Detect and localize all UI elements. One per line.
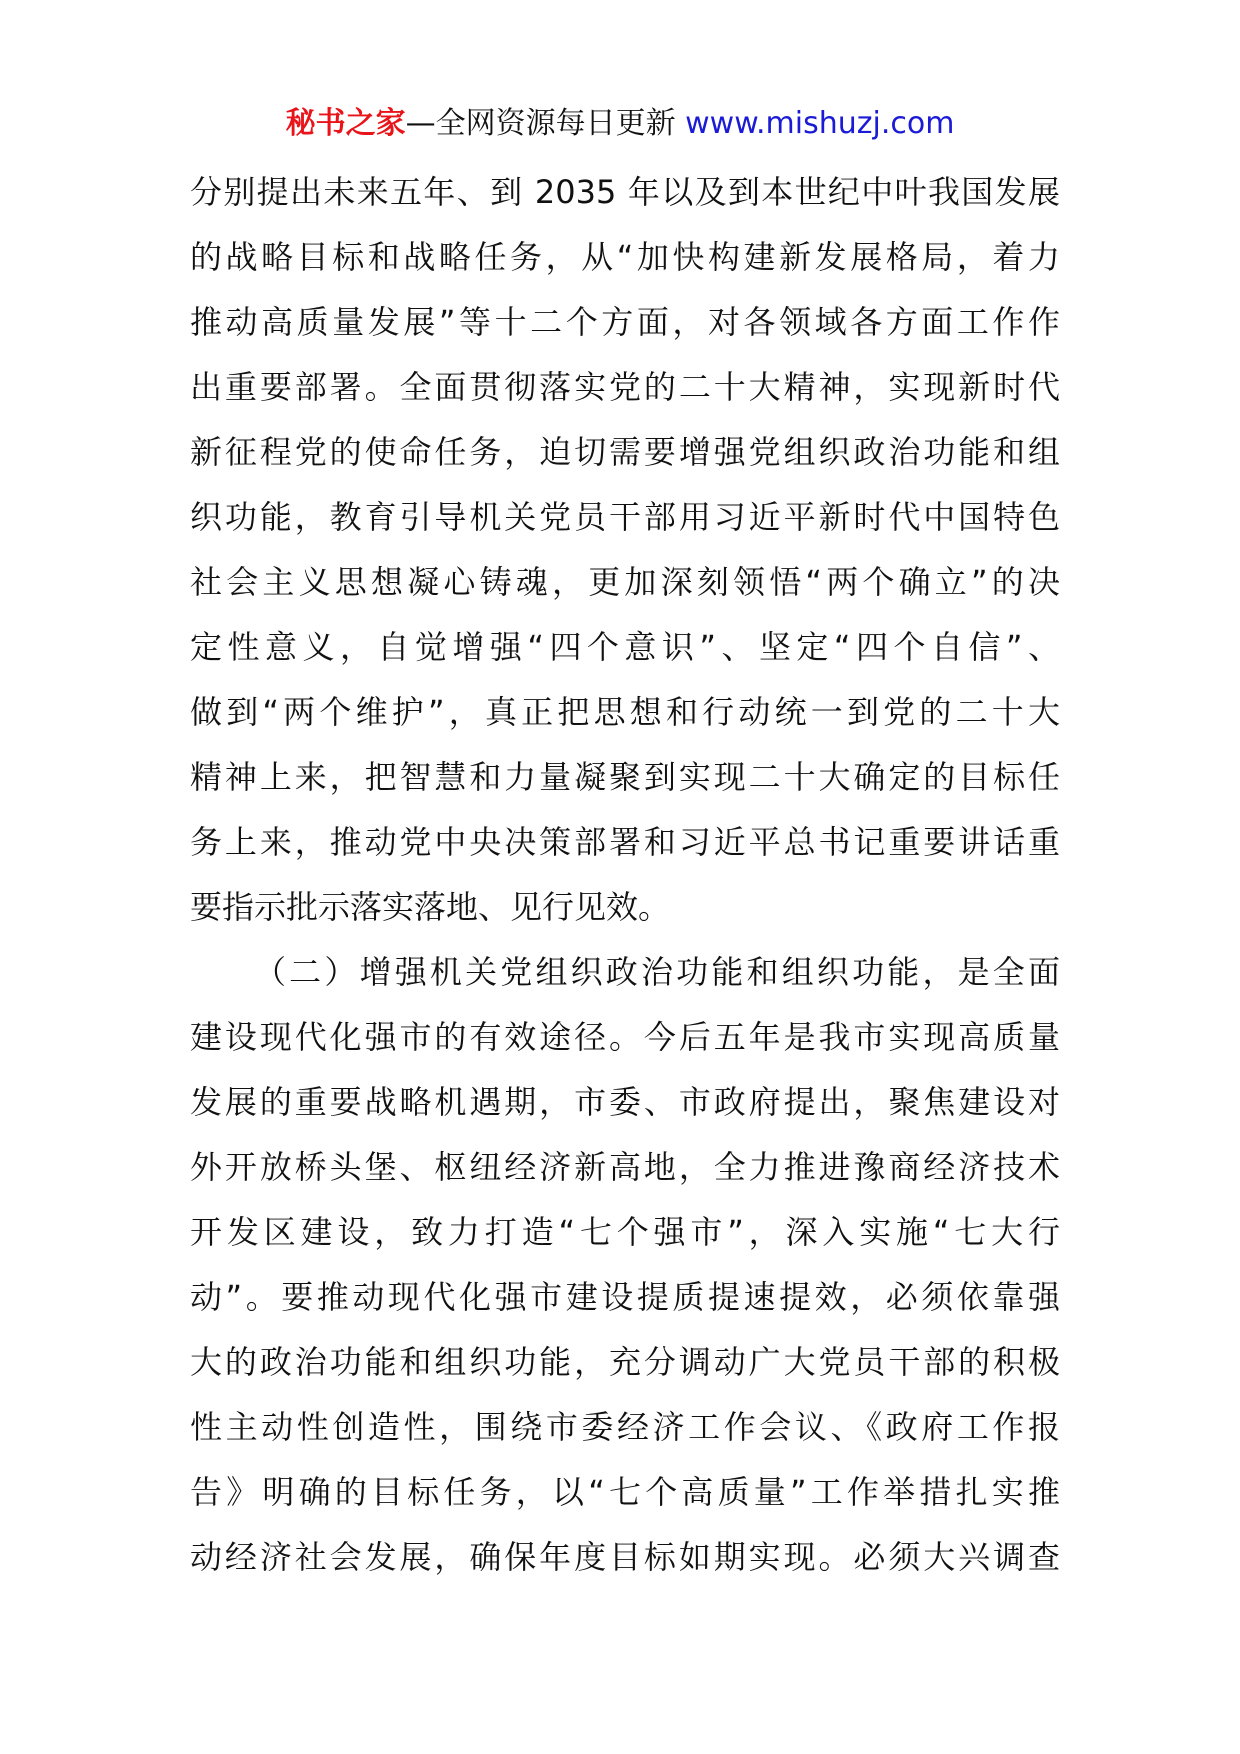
text-line: 大的政治功能和组织功能，充分调动广大党员干部的积极 <box>190 1343 1060 1381</box>
text-line: 出重要部署。全面贯彻落实党的二十大精神，实现新时代 <box>190 368 1060 406</box>
text-line: 建设现代化强市的有效途径。今后五年是我市实现高质量 <box>190 1018 1060 1056</box>
text-line-paragraph-end: 要指示批示落实落地、见行见效。 <box>190 888 671 926</box>
site-tagline: —全网资源每日更新 <box>405 106 676 141</box>
text-line: 分别提出未来五年、到 2035 年以及到本世纪中叶我国发展 <box>190 173 1060 211</box>
text-line-paragraph-start: （二）增强机关党组织政治功能和组织功能，是全面 <box>254 953 1060 991</box>
text-line: 新征程党的使命任务，迫切需要增强党组织政治功能和组 <box>190 433 1060 471</box>
text-line: 的战略目标和战略任务，从“加快构建新发展格局，着力 <box>190 238 1060 276</box>
text-line: 外开放桥头堡、枢纽经济新高地，全力推进豫商经济技术 <box>190 1148 1060 1186</box>
text-line: 做到“两个维护”，真正把思想和行动统一到党的二十大 <box>190 693 1060 731</box>
site-brand: 秘书之家 <box>285 106 406 141</box>
text-line: 务上来，推动党中央决策部署和习近平总书记重要讲话重 <box>190 823 1060 861</box>
text-line: 定性意义，自觉增强“四个意识”、坚定“四个自信”、 <box>190 628 1060 666</box>
text-line: 织功能，教育引导机关党员干部用习近平新时代中国特色 <box>190 498 1060 536</box>
text-line: 动经济社会发展，确保年度目标如期实现。必须大兴调查 <box>190 1538 1060 1576</box>
text-line: 推动高质量发展”等十二个方面，对各领域各方面工作作 <box>190 303 1060 341</box>
body-text <box>190 160 1060 1590</box>
page-header <box>0 104 1240 144</box>
text-line: 告》明确的目标任务，以“七个高质量”工作举措扎实推 <box>190 1473 1060 1511</box>
text-line: 发展的重要战略机遇期，市委、市政府提出，聚焦建设对 <box>190 1083 1060 1121</box>
text-line: 社会主义思想凝心铸魂，更加深刻领悟“两个确立”的决 <box>190 563 1060 601</box>
text-line: 开发区建设，致力打造“七个强市”，深入实施“七大行 <box>190 1213 1060 1251</box>
site-url-link[interactable]: www.mishuzj.com <box>685 106 955 141</box>
text-line: 动”。要推动现代化强市建设提质提速提效，必须依靠强 <box>190 1278 1060 1316</box>
text-line: 精神上来，把智慧和力量凝聚到实现二十大确定的目标任 <box>190 758 1060 796</box>
text-line: 性主动性创造性，围绕市委经济工作会议、《政府工作报 <box>190 1408 1060 1446</box>
